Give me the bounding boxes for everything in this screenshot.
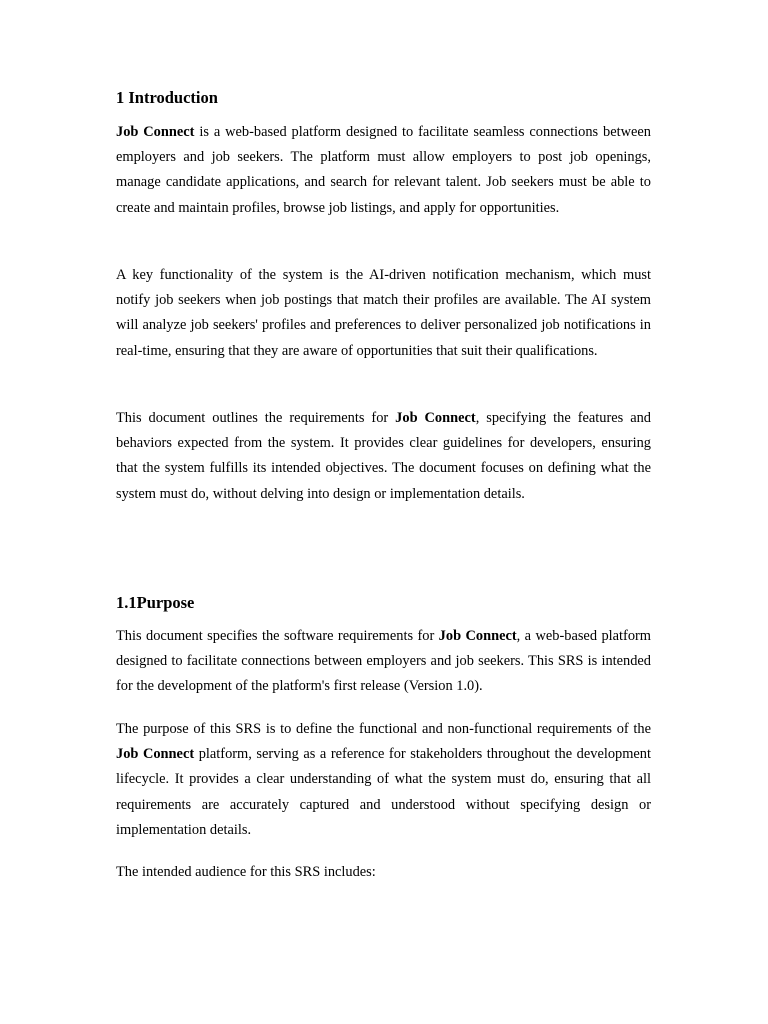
product-name-bold: Job Connect: [438, 628, 517, 644]
intro-paragraph-3: [116, 406, 651, 507]
intro-paragraph-3-after: , specifying the features and behaviors expected from the system. It provides clear guidelines for developers, ensuring that the system fulfills its intended objectives. The document focuses on defining what the system must do, without delving into design or implementation details.: [116, 410, 652, 502]
product-name-bold: Job Connect: [395, 410, 476, 426]
purpose-paragraph-1: [116, 624, 651, 700]
intro-paragraph-1: [116, 120, 651, 221]
purpose-paragraph-2-before: The purpose of this SRS is to define the functional and non-functional requirements of the: [116, 721, 651, 737]
purpose-paragraph-2-after: platform, serving as a reference for stakeholders throughout the development lifecycle. It provides a clear understanding of what the system must do, ensuring that all requirements are accurately captured and understood without specifying design or implementation details.: [116, 746, 651, 838]
purpose-paragraph-1-after: , a web-based platform designed to facilitate connections between employers and job seekers. This SRS is intended for the development of the platform's first release (Version 1.0).: [116, 628, 651, 695]
section-heading-introduction: 1 Introduction: [116, 88, 218, 107]
intro-paragraph-1-text: is a web-based platform designed to facilitate seamless connections between employers and job seekers. The platform must allow employers to post job openings, manage candidate applications, and search for relevant talent. Job seekers must be able to create and maintain profiles, browse job listings, and apply for opportunities.: [116, 124, 651, 216]
intro-paragraph-2: A key functionality of the system is the AI-driven notification mechanism, which must notify job seekers when job postings that match their profiles are available. The AI system will analyze job seekers' profiles and preferences to deliver personalized job notifications in real-time, ensuring that they are aware of opportunities that suit their qualifications.: [116, 267, 651, 359]
intro-paragraph-3-before: This document outlines the requirements for: [116, 410, 396, 426]
purpose-paragraph-1-before: This document specifies the software requirements for: [116, 628, 439, 644]
purpose-paragraph-2: [116, 717, 651, 843]
section-heading-purpose: 1.1Purpose: [116, 593, 195, 612]
product-name-bold: Job Connect: [116, 746, 195, 763]
purpose-paragraph-3: The intended audience for this SRS includes:: [116, 864, 376, 880]
product-name-bold: Job Connect: [116, 124, 195, 140]
